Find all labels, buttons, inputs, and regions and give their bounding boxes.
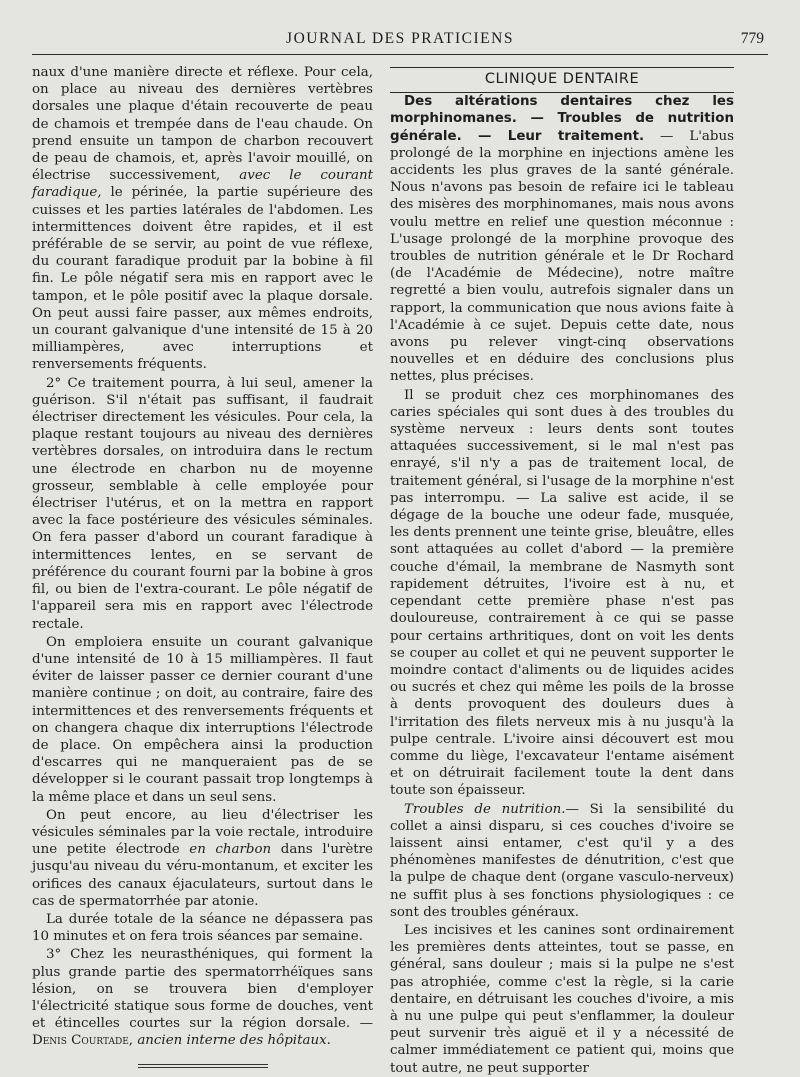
end-of-article-rule xyxy=(138,1064,268,1068)
journal-title: JOURNAL DES PRATICIENS xyxy=(286,30,514,47)
paragraph: Troubles de nutrition.— Si la sensibilité du collet a ainsi disparu, si ces couches d'ivoire se laissent ainsi entamer, c'est qu'il y a des phénomènes manifestes de dénutrition, c'est que la pulpe de chaque dent (organe vasculo-nerveux) ne suffit plus à ses fonctions physiologiques : ce sont des troubles généraux. xyxy=(390,801,734,920)
author-role: ancien interne des hôpitaux. xyxy=(137,1033,331,1049)
paragraph: 2° Ce traitement pourra, à lui seul, amener la guérison. S'il n'était pas suffisant, il faudrait électriser directement les vésicules. Pour cela, la plaque restant toujours au niveau des dernières vertèbres dorsales, on introduira dans le rectum une électrode en charbon nu de moyenne grosseur, semblable à celle employée pour électriser l'utérus, et on la mettra en rapport avec la face postérieure des vésicules séminales. On fera passer d'abord un courant faradique à intermittences lentes, en se servant de préférence du courant fourni par la bobine à gros fil, ou bien de l'extra-courant. Le pôle négatif de l'appareil sera mis en rapport avec l'électrode rectale. xyxy=(32,375,373,632)
page-number: 779 xyxy=(740,30,764,47)
paragraph: Les incisives et les canines sont ordinairement les premières dents atteintes, tout se passe, en général, sans douleur ; mais si la pulpe ne s'est pas atrophiée, comme c'est la règle, si la carie dentaire, en détruisant les couches d'ivoire, a mis à nu une pulpe qui peut s'enflammer, la douleur peut survenir très aiguë et il y a nécessité de calmer immédiatement ce patient qui, moins que tout autre, ne peut supporter xyxy=(390,922,734,1076)
paragraph: Il se produit chez ces morphinomanes des caries spéciales qui sont dues à des troubles du système nerveux : leurs dents sont toutes attaquées successivement, si le mal n'est pas enrayé, s'il n'y a pas de traitement local, de traitement général, si l'usage de la morphine n'est pas interrompu. — La salive est acide, il se dégage de la bouche une odeur fade, musquée, les dents prennent une teinte grise, bleuâtre, elles sont attaquées au collet d'abord — la première couche d'émail, la membrane de Nasmyth sont rapidement détruites, l'ivoire est à nu, et cependant cette première phase n'est pas douloureuse, contrairement à ce qui se passe pour certains arthritiques, dont on voit les dents se couper au collet et qui ne peuvent supporter le moindre contact d'aliments ou de liquides acides ou sucrés et chez qui même les poils de la brosse à dents provoquent des douleurs dues à l'irritation des filets nerveux mis à nu jusqu'à la pulpe centrale. L'ivoire ainsi découvert est mou comme du liège, l'excavateur l'entame aisément et on détruirait facilement toute la dent dans toute son épaisseur. xyxy=(390,387,734,799)
right-column xyxy=(390,64,734,1076)
section-heading: CLINIQUE DENTAIRE xyxy=(390,67,734,93)
paragraph: 3° Chez les neurasthéniques, qui forment la plus grande partie des spermatorrhéïques sans lésion, on se trouvera bien d'employer l'électricité statique sous forme de douches, vent et étincelles courtes sur la région dorsale. — Denis Courtade, ancien interne des hôpitaux. xyxy=(32,947,373,1049)
left-column xyxy=(32,64,373,1049)
running-header xyxy=(32,28,768,55)
paragraph: Des altérations dentaires chez les morphinomanes. — Troubles de nutrition générale. — Leur traitement. — L'abus prolongé de la morphine en injections amène les accidents les plus graves de la santé générale. Nous n'avons pas besoin de refaire ici le tableau des misères des morphinomanes, mais nous avons voulu mettre en relief une question méconnue : L'usage prolongé de la morphine provoque des troubles de nutrition générale et le Dr Rochard (de l'Académie de Médecine), notre maître regretté a bien voulu, autrefois signaler dans un rapport, la communication que nous avions faite à l'Académie à ce sujet. Depuis cette date, nous avons pu relever vingt-cinq observations nouvelles et en déduire des conclusions plus nettes, plus précises. xyxy=(390,94,734,385)
paragraph: La durée totale de la séance ne dépassera pas 10 minutes et on fera trois séances par semaine. xyxy=(32,911,373,945)
author-name: Denis Courtade, xyxy=(32,1033,134,1049)
paragraph: On peut encore, au lieu d'électriser les vésicules séminales par la voie rectale, introduire une petite électrode en charbon dans l'urètre jusqu'au niveau du véru-montanum, et exciter les orifices des canaux éjaculateurs, surtout dans le cas de spermatorrhée par atonie. xyxy=(32,807,373,909)
subheading: Troubles de nutrition. xyxy=(404,801,566,817)
paragraph: naux d'une manière directe et réflexe. Pour cela, on place au niveau des dernières vertèbres dorsales une plaque d'étain recouverte de peau de chamois et trempée dans de l'eau chaude. On prend ensuite un tampon de charbon recouvert de peau de chamois, et, après l'avoir mouillé, on électrise successivement, avec le courant faradique, le périnée, la partie supérieure des cuisses et les parties latérales de l'abdomen. Les intermittences doivent être rapides, et il est préférable de se servir, au point de vue réflexe, du courant faradique produit par la bobine à fil fin. Le pôle négatif sera mis en rapport avec le tampon, et le pôle positif avec la plaque dorsale. On peut aussi faire passer, aux mêmes endroits, un courant galvanique d'une intensité de 15 à 20 milliampères, avec interruptions et renversements fréquents. xyxy=(32,65,373,373)
paragraph: On emploiera ensuite un courant galvanique d'une intensité de 10 à 15 milliampères. Il faut éviter de laisser passer ce dernier courant d'une manière continue ; on doit, au contraire, faire des intermittences et des renversements fréquents et on changera chaque dix interruptions l'électrode de place. On empêchera ainsi la production d'escarres qui ne manqueraient pas de se développer si le courant passait trop longtemps à la même place et dans un seul sens. xyxy=(32,634,373,805)
article-title: Des altérations dentaires chez les morphinomanes. — Troubles de nutrition générale. — Leur traitement. xyxy=(390,94,734,144)
